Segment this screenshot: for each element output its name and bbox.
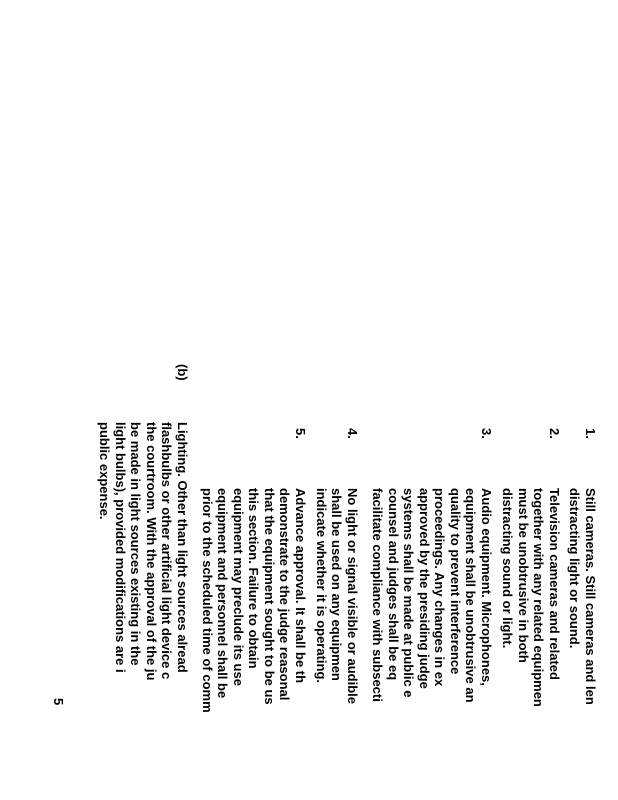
item-body-5 (200, 488, 309, 800)
item-number-5: 5. (293, 428, 308, 439)
item-3-line-7: counsel and judges shall be eq (386, 488, 401, 681)
section-b-line-1: Lighting. Other than light sources alread (175, 422, 190, 673)
item-3-line-6: systems shall be made at public e (401, 488, 417, 698)
item-4-line-1: No light or signal visible or audible (345, 488, 360, 704)
item-1-line-1: Still cameras. Still cameras and len (583, 488, 598, 705)
item-5-line-5: equipment may preclude its use (231, 488, 246, 686)
item-number-2: 2. (547, 428, 562, 439)
item-5-line-6: equipment and personnel shall be (215, 488, 231, 699)
item-3-line-4: proceedings. Any changes in ex (432, 488, 448, 687)
item-5-line-7: prior to the scheduled time of comm (200, 488, 215, 713)
page-number: 5 (51, 698, 66, 706)
section-b-body (97, 422, 190, 800)
item-5-line-4: this section. Failure to obtain (246, 488, 262, 669)
item-1-line-2: distracting light or sound. (567, 488, 583, 649)
section-b-line-4: be made in light sources existing in the (128, 422, 144, 666)
section-b-line-2: flashbulbs or other artificial light device c (159, 422, 175, 680)
item-body-3 (370, 488, 494, 800)
item-4-line-2: shall be used on any equipmen (329, 488, 345, 681)
item-number-3: 3. (479, 428, 494, 439)
item-3-line-1: Audio equipment. Microphones, (479, 488, 494, 686)
item-5-line-2: demonstrate to the judge reasonal (277, 488, 293, 701)
section-b-line-5: light bulbs), provided modifications are i (113, 422, 128, 673)
item-5-line-1: Advance approval. It shall be th (293, 488, 308, 684)
item-3-line-8: facilitate compliance with subsecti (370, 488, 386, 702)
item-2-line-4: distracting sound or light. (500, 488, 516, 649)
item-body-2 (500, 488, 562, 800)
item-4-line-3: indicate whether it is operating. (314, 488, 329, 684)
item-number-4: 4. (345, 428, 360, 439)
item-2-line-2: together with any related equipmen (531, 488, 547, 707)
item-body-4 (314, 488, 361, 800)
item-3-line-2: equipment shall be unobtrusive an (463, 488, 479, 703)
section-b-label: (b) (175, 364, 190, 381)
section-b-line-6: public expense. (97, 422, 113, 520)
item-number-1: 1. (583, 428, 598, 439)
item-5-line-3: that the equipment sought to be us (262, 488, 277, 705)
item-3-line-3: quality to prevent interference (448, 488, 463, 675)
item-3-line-5: approved by the presiding judge (417, 488, 432, 689)
item-2-line-3: must be unobtrusive in both (516, 488, 531, 663)
item-body-1 (567, 488, 598, 800)
section-b-line-3: the courtroom. With the approval of the ju (144, 422, 159, 681)
item-2-line-1: Television cameras and related (547, 488, 562, 680)
